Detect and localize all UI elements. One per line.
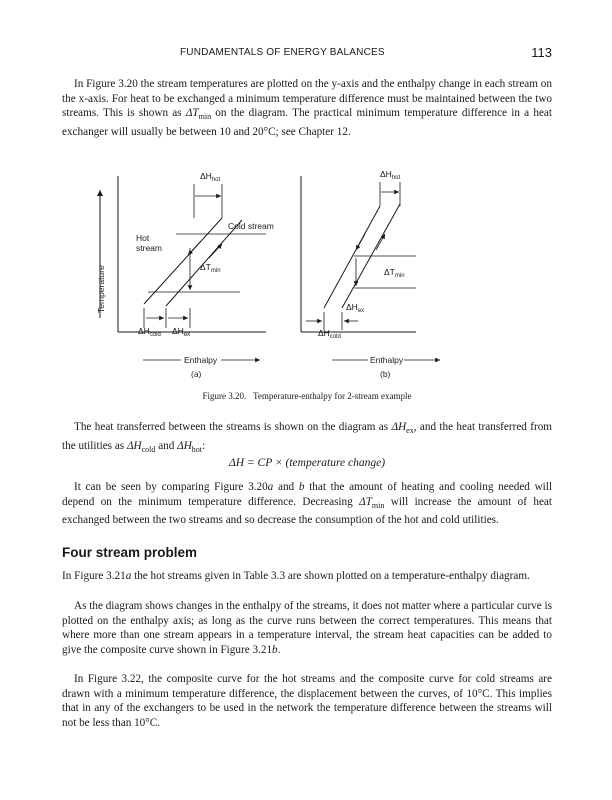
panel-b: [301, 169, 440, 379]
panel-a: [118, 171, 274, 379]
comparison-paragraph: It can be seen by comparing Figure 3.20a and b that the amount of heating and cooling needed will depend on the minimum temperature difference. Decreasing $\Delta T_{min}$ will increase the amount of heat exchanged between the two streams and so decrease the consumption of the hot and cold utilities.: [62, 481, 553, 527]
page-number: 113: [531, 45, 552, 60]
panel-b-dh-hot-label: $\Delta H_{hot}$: [380, 169, 401, 181]
panel-a-dh-ex-label: $\Delta H_{ex}$: [172, 326, 191, 338]
panel-b-dh-ex-label: $\Delta H_{ex}$: [346, 302, 365, 314]
figure-caption: Figure 3.20. Temperature-enthalpy for 2-stream example: [202, 391, 412, 401]
panel-b-hot-stream-line: [324, 206, 380, 308]
panel-a-dh-cold-label: $\Delta H_{cold}$: [138, 326, 161, 338]
section-paragraph-2: As the diagram shows changes in the enthalpy of the streams, it does not matter where a particular curve is plotted on the enthalpy axis; as long as the curve runs between the correct temperatures. This means that where more than one stream appears in a temperature interval, the stream heat capacities can be added to give the composite curve shown in Figure 3.21b.: [62, 600, 552, 656]
panel-a-hot-label-1: Hot: [136, 233, 150, 243]
panel-a-dt-min-label: $\Delta T_{min}$: [200, 262, 221, 274]
panel-a-hot-label-2: stream: [136, 243, 162, 253]
section-heading: Four stream problem: [62, 545, 198, 560]
intro-paragraph: In Figure 3.20 the stream temperatures are plotted on the y-axis and the enthalpy change in each stream on the x-axis. For heat to be exchanged a minimum temperature difference must be maintained between the two streams. This is shown as $\Delta T_{min}$ on the diagram. The practical minimum temperature difference in a heat exchanger will usually be between 10 and 20°C; see Chapter 12.: [62, 78, 552, 139]
panel-b-dt-min-label: $\Delta T_{min}$: [384, 267, 405, 279]
panel-b-enthalpy-label: Enthalpy: [370, 355, 404, 365]
panel-b-dh-cold-label: $\Delta H_{cold}$: [318, 328, 341, 340]
section-paragraph-1: In Figure 3.21a the hot streams given in Table 3.3 are shown plotted on a temperature-enthalpy diagram.: [62, 570, 530, 582]
heat-equation: ΔH = CP × (temperature change): [228, 457, 386, 469]
temperature-enthalpy-figure: [88, 158, 518, 388]
panel-a-label: (a): [191, 369, 202, 379]
panel-a-enthalpy-label: Enthalpy: [184, 355, 218, 365]
temperature-axis-label: Temperature: [96, 265, 106, 313]
panel-b-label: (b): [380, 369, 391, 379]
section-paragraph-3: In Figure 3.22, the composite curve for the hot streams and the composite curve for cold streams are drawn with a minimum temperature difference, the displacement between the curves, of 10°C. This implies that in any of the exchangers to be used in the network the temperature difference between the streams will not be less than 10°C.: [62, 673, 552, 729]
heat-transfer-paragraph: The heat transferred between the streams is shown on the diagram as $\Delta H_{ex}$, and the heat transferred from the utilities as $\Delta H_{cold}$ and $\Delta H_{hot}$:: [62, 421, 552, 455]
panel-a-cold-stream-label: Cold stream: [228, 221, 274, 231]
panel-a-hot-stream-line: [144, 218, 222, 304]
panel-a-dh-hot-label: $\Delta H_{hot}$: [200, 171, 221, 183]
page-header: [62, 47, 552, 63]
running-title: FUNDAMENTALS OF ENERGY BALANCES: [180, 47, 385, 58]
